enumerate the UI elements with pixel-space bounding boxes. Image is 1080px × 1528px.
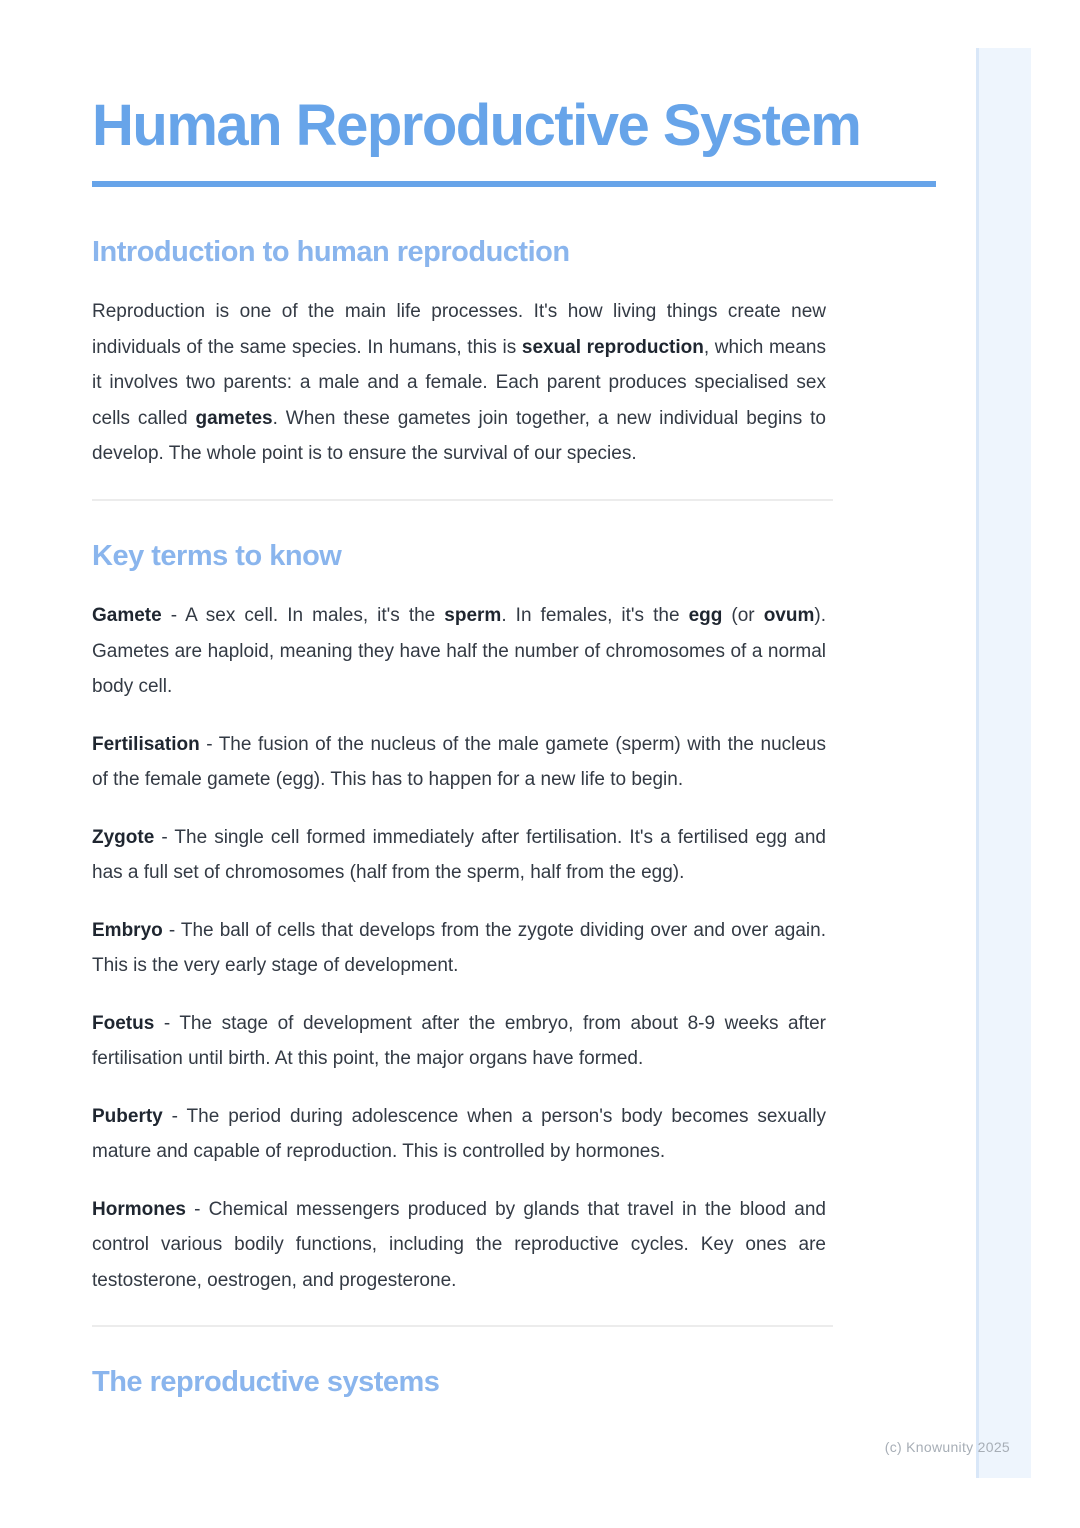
section-divider bbox=[92, 499, 833, 501]
section-heading-introduction: Introduction to human reproduction bbox=[92, 235, 570, 268]
section-introduction bbox=[92, 237, 936, 472]
definition-fertilisation: Fertilisation - The fusion of the nucleus of the male gamete (sperm) with the nucleus of the female gamete (egg). This has to happen for a new life to begin. bbox=[92, 733, 826, 791]
page-title: Human Reproductive System bbox=[92, 93, 861, 158]
definition-gamete: Gamete - A sex cell. In males, it's the sperm. In females, it's the egg (or ovum). Gametes are haploid, meaning they have half the number of chromosomes of a normal body cell. bbox=[92, 605, 826, 698]
right-margin-stripe bbox=[976, 48, 1031, 1478]
document-content bbox=[92, 0, 936, 1398]
paragraph-introduction: Reproduction is one of the main life processes. It's how living things create new individuals of the same species. In humans, this is sexual reproduction, which means it involves two parents: a male and a female. Each parent produces specialised sex cells called gametes. When these gametes join together, a new individual begins to develop. The whole point is to ensure the survival of our species. bbox=[92, 301, 826, 465]
section-reproductive-systems bbox=[92, 1367, 936, 1397]
definition-foetus: Foetus - The stage of development after the embryo, from about 8-9 weeks after fertilisation until birth. At this point, the major organs have formed. bbox=[92, 1012, 826, 1070]
title-underline-rule bbox=[92, 181, 936, 187]
definition-hormones: Hormones - Chemical messengers produced by glands that travel in the blood and control various bodily functions, including the reproductive cycles. Key ones are testosterone, oestrogen, and progesterone. bbox=[92, 1198, 826, 1291]
definition-zygote: Zygote - The single cell formed immediately after fertilisation. It's a fertilised egg and has a full set of chromosomes (half from the sperm, half from the egg). bbox=[92, 826, 826, 884]
definition-embryo: Embryo - The ball of cells that develops from the zygote dividing over and over again. This is the very early stage of development. bbox=[92, 919, 826, 977]
section-heading-key-terms: Key terms to know bbox=[92, 539, 342, 572]
section-divider bbox=[92, 1325, 833, 1327]
section-key-terms bbox=[92, 541, 936, 1298]
section-heading-reproductive-systems: The reproductive systems bbox=[92, 1366, 440, 1399]
definition-puberty: Puberty - The period during adolescence when a person's body becomes sexually mature and capable of reproduction. This is controlled by hormones. bbox=[92, 1105, 826, 1163]
copyright-text: (c) Knowunity 2025 bbox=[884, 1439, 1010, 1455]
